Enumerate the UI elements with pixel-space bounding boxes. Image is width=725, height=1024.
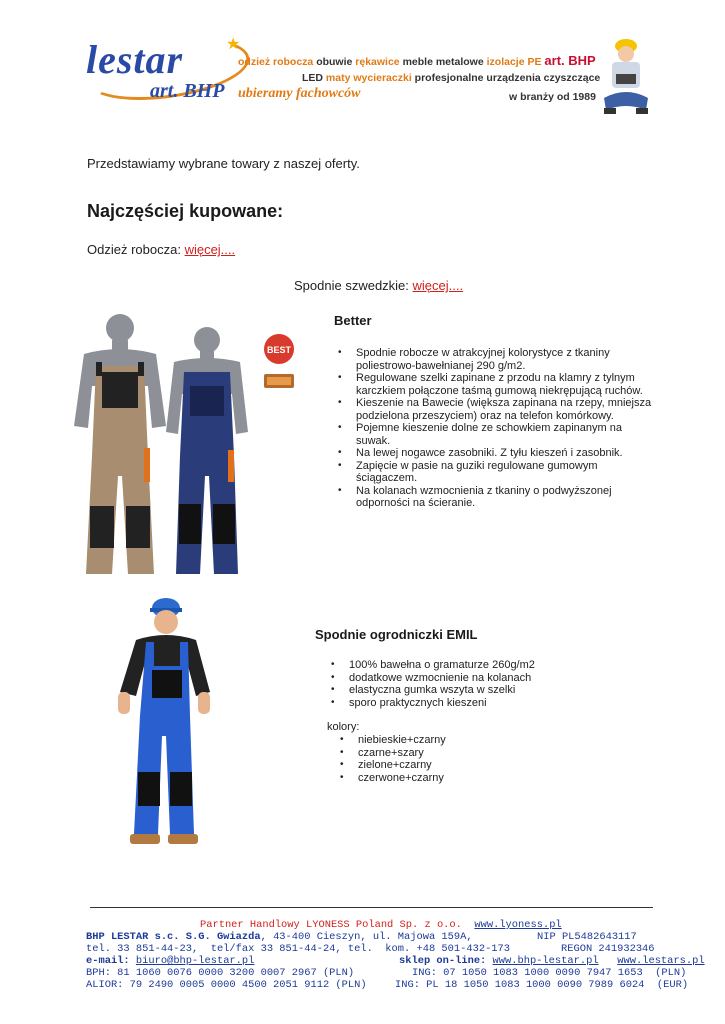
list-item: • Kieszenie na Bawecie (większa zapinana na rzepy, mniejsza podzielona przeszyciem) oraz na telefon komórkowy. (338, 397, 658, 422)
footer-nip: NIP PL5482643117 (537, 931, 637, 943)
product2-colors (340, 734, 540, 784)
odziez-row: Odzież robocza: więcej.... (87, 242, 236, 257)
spodnie-more-link[interactable]: więcej.... (412, 278, 464, 293)
tag-line-3: w branży od 1989 (509, 91, 596, 103)
best-badge-icon (262, 332, 296, 392)
list-item: • zielone+czarny (340, 759, 540, 772)
shop-link-1[interactable]: www.bhp-lestar.pl (492, 955, 599, 967)
emil-overalls-image (108, 596, 212, 852)
footer-bph: BPH: 81 1060 0076 0000 3200 0007 2967 (PLN) (86, 967, 355, 979)
tag-line-2: LED maty wycieraczki profesjonalne urządzenia czyszczące (302, 72, 601, 84)
list-item: • Na lewej nogawce zasobniki. Z tyłu kieszeń i zasobnik. (338, 447, 658, 460)
footer-alior: ALIOR: 79 2490 0005 0000 4500 2051 9112 (PLN) (86, 979, 367, 991)
tag-line-1: odzież robocza obuwie rękawice meble metalowe izolacje PE art. BHP (238, 53, 596, 68)
list-item: • sporo praktycznych kieszeni (331, 697, 651, 710)
list-item: • Zapięcie w pasie na guziki regulowane gumowym ściągaczem. (338, 460, 658, 485)
product1-features (338, 347, 658, 510)
page-heading: Najczęściej kupowane: (87, 201, 284, 221)
logo-lestar: lestar (86, 37, 184, 82)
list-item: • Na kolanach wzmocnienia z tkaniny o podwyższonej odporności na ścieranie. (338, 485, 658, 510)
list-item: • 100% bawełna o gramaturze 260g/m2 (331, 659, 651, 672)
list-item: • czerwone+czarny (340, 772, 540, 785)
footer-ing1: ING: 07 1050 1083 1000 0090 7947 1653 (PLN) (412, 967, 687, 979)
intro-text: Przedstawiamy wybrane towary z naszej oferty. (87, 156, 360, 171)
spodnie-row: Spodnie szwedzkie: więcej.... (294, 278, 464, 293)
worker-mascot-image (596, 36, 656, 120)
footer-divider (90, 907, 653, 908)
svg-text:BEST: BEST (266, 345, 292, 355)
footer-phones: tel. 33 851-44-23, tel/fax 33 851-44-24, tel. kom. +48 501-432-173 (86, 943, 511, 955)
star-icon: ★ (226, 36, 241, 53)
email-link[interactable]: biuro@bhp-lestar.pl (135, 955, 255, 967)
product1-title: Better (334, 313, 372, 328)
footer-company: BHP LESTAR s.c. S.G. Gwiazda, 43-400 Cieszyn, ul. Majowa 159A, (86, 931, 473, 943)
product2-title: Spodnie ogrodniczki EMIL (315, 627, 478, 642)
list-item: • dodatkowe wzmocnienie na kolanach (331, 672, 651, 685)
list-item: • niebieskie+czarny (340, 734, 540, 747)
odziez-more-link[interactable]: więcej.... (184, 242, 236, 257)
list-item: • Regulowane szelki zapinane z przodu na klamry z tylnym karczkiem połączone taśmą gumową niekrępującą ruchów. (338, 372, 658, 397)
footer-regon: REGON 241932346 (561, 943, 655, 955)
shop-link-2[interactable]: www.lestars.pl (617, 955, 705, 967)
list-item: • czarne+szary (340, 747, 540, 760)
slogan: ubieramy fachowców (238, 86, 361, 101)
footer-email: e-mail: biuro@bhp-lestar.pl (86, 955, 255, 967)
footer-ing2: ING: PL 18 1050 1083 1000 0090 7989 6024 (EUR) (395, 979, 689, 991)
list-item: • Spodnie robocze w atrakcyjnej kolorystyce z tkaniny poliestrowo-bawełnianej 290 g/m2. (338, 347, 658, 372)
colors-label: kolory: (327, 721, 360, 733)
footer-partner: Partner Handlowy LYONESS Poland Sp. z o.o. www.lyoness.pl (200, 919, 562, 931)
product2-features (331, 659, 651, 709)
lyoness-link[interactable]: www.lyoness.pl (474, 919, 562, 931)
better-overalls-image (62, 306, 252, 582)
footer-shop: sklep on-line: www.bhp-lestar.pl www.lestars.pl (399, 955, 705, 967)
logo-art-bhp: art. BHP (150, 80, 225, 102)
list-item: • elastyczna gumka wszyta w szelki (331, 684, 651, 697)
list-item: • Pojemne kieszenie dolne ze schowkiem zapinanym na suwak. (338, 422, 658, 447)
